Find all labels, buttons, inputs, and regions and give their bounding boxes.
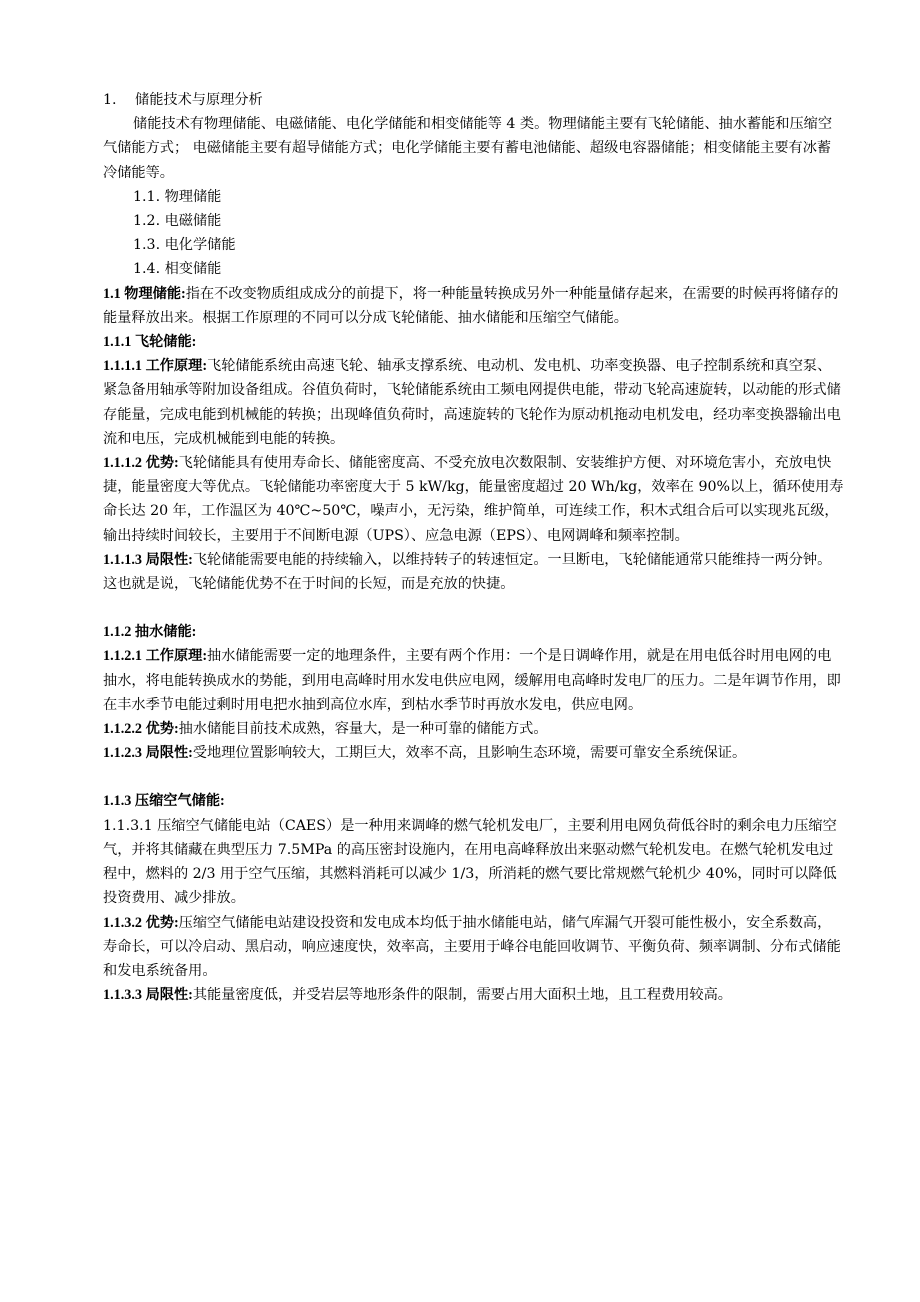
caes-limitation-paragraph <box>103 983 845 1007</box>
pumped-limitation-text: 受地理位置影响较大，工期巨大，效率不高，且影响生态环境，需要可靠安全系统保证。 <box>192 745 747 762</box>
pumped-principle-label: 1.1.2.1 工作原理: <box>103 648 208 665</box>
flywheel-limitation-label: 1.1.1.3 局限性: <box>103 551 193 568</box>
heading-number: 1. <box>103 92 117 108</box>
caes-limitation-text: 其能量密度低，并受岩层等地形条件的限制，需要占用大面积土地，且工程费用较高。 <box>192 987 732 1004</box>
flywheel-heading <box>103 330 845 354</box>
flywheel-principle-text: 飞轮储能系统由高速飞轮、轴承支撑系统、电动机、发电机、功率变换器、电子控制系统和真空泵、紧急备用轴承等附加设备组成。谷值负荷时，飞轮储能系统由工频电网提供电能，带动飞轮高速旋转，以动能的形式储存能量，完成电能到机械能的转换；出现峰值负荷时，高速旋转的飞轮作为原动机拖动电机发电，经功率变换器输出电流和电压，完成机械能到电能的转换。 <box>103 358 841 447</box>
heading-text: 储能技术与原理分析 <box>135 92 263 108</box>
toc-item: 1.2. 电磁储能 <box>133 213 222 230</box>
physical-storage-text: 指在不改变物质组成成分的前提下，将一种能量转换成另外一种能量储存起来，在需要的时候再将储存的能量释放出来。根据工作原理的不同可以分成飞轮储能、抽水储能和压缩空气储能。 <box>103 285 839 326</box>
flywheel-advantage-label: 1.1.1.2 优势: <box>103 455 179 472</box>
pumped-advantage-label: 1.1.2.2 优势: <box>103 721 179 738</box>
physical-storage-label: 1.1 物理储能: <box>103 285 186 302</box>
toc-item: 1.1. 物理储能 <box>133 188 222 205</box>
section-heading <box>103 88 845 112</box>
toc-item: 1.3. 电化学储能 <box>133 237 236 254</box>
document-body <box>103 88 845 1007</box>
pumped-heading <box>103 620 845 644</box>
pumped-advantage-text: 抽水储能目前技术成熟，容量大，是一种可靠的储能方式。 <box>178 721 548 738</box>
caes-advantage-text: 压缩空气储能电站建设投资和发电成本均低于抽水储能电站，储气库漏气开裂可能性极小，安全系数高，寿命长，可以冷启动、黑启动，响应速度快，效率高，主要用于峰谷电能回收调节、平衡负荷、频率调制、分布式储能和发电系统备用。 <box>103 914 841 979</box>
caes-limitation-label: 1.1.3.3 局限性: <box>103 987 193 1004</box>
flywheel-limitation-text: 飞轮储能需要电能的持续输入，以维持转子的转速恒定。一旦断电，飞轮储能通常只能维持一两分钟。这也就是说，飞轮储能优势不在于时间的长短，而是充放的快捷。 <box>103 551 832 593</box>
toc-item: 1.4. 相变储能 <box>133 261 222 278</box>
toc-list <box>103 185 845 282</box>
spacer <box>103 596 845 620</box>
physical-storage-paragraph <box>103 282 845 330</box>
pumped-principle-paragraph <box>103 644 845 717</box>
caes-advantage-label: 1.1.3.2 优势: <box>103 914 179 931</box>
intro-paragraph: 储能技术有物理储能、电磁储能、电化学储能和相变储能等 4 类。物理储能主要有飞轮储能、抽水蓄能和压缩空气储能方式； 电磁储能主要有超导储能方式；电化学储能主要有蓄电池储能、超级电容器储能；相变储能主要有冰蓄冷储能等。 <box>103 116 833 181</box>
pumped-principle-text: 抽水储能需要一定的地理条件，主要有两个作用：一个是日调峰作用，就是在用电低谷时用电网的电抽水，将电能转换成水的势能，到用电高峰时用水发电供应电网，缓解用电高峰时发电厂的压力。二是年调节作用，即在丰水季节电能过剩时用电把水抽到高位水库，到枯水季节时再放水发电，供应电网。 <box>103 648 841 713</box>
flywheel-advantage-paragraph <box>103 451 845 548</box>
pumped-limitation-paragraph <box>103 741 845 765</box>
caes-heading <box>103 789 845 813</box>
caes-heading-label: 1.1.3 压缩空气储能: <box>103 793 225 810</box>
flywheel-limitation-paragraph <box>103 548 845 596</box>
spacer <box>103 765 845 789</box>
caes-advantage-paragraph <box>103 911 845 984</box>
pumped-limitation-label: 1.1.2.3 局限性: <box>103 745 193 762</box>
flywheel-advantage-text: 飞轮储能具有使用寿命长、储能密度高、不受充放电次数限制、安装维护方便、对环境危害小，充放电快捷，能量密度大等优点。飞轮储能功率密度大于 5 kW/kg，能量密度超过 20 Wh/kg，效率在 90%以上，循环使用寿命长达 20 年，工作温区为 40℃~50℃，噪声小，无污染，维护简单，可连续工作，积木式组合后可以实现兆瓦级，输出持续时间较长，主要用于不间断电源（UPS）、应急电源（EPS）、电网调峰和频率控制。 <box>103 455 844 544</box>
caes-intro-paragraph: 1.1.3.1 压缩空气储能电站（CAES）是一种用来调峰的燃气轮机发电厂，主要利用电网负荷低谷时的剩余电力压缩空气，并将其储藏在典型压力 7.5MPa 的高压密封设施内，在用电高峰释放出来驱动燃气轮机发电。在燃气轮机发电过程中，燃料的 2/3 用于空气压缩，其燃料消耗可以减少 1/3，所消耗的燃气要比常规燃气轮机少 40%，同时可以降低投资费用、减少排放。 <box>103 817 837 907</box>
flywheel-principle-label: 1.1.1.1 工作原理: <box>103 358 208 375</box>
flywheel-principle-paragraph <box>103 354 845 451</box>
pumped-heading-label: 1.1.2 抽水储能: <box>103 624 197 641</box>
flywheel-heading-label: 1.1.1 飞轮储能: <box>103 334 197 351</box>
pumped-advantage-paragraph <box>103 717 845 741</box>
